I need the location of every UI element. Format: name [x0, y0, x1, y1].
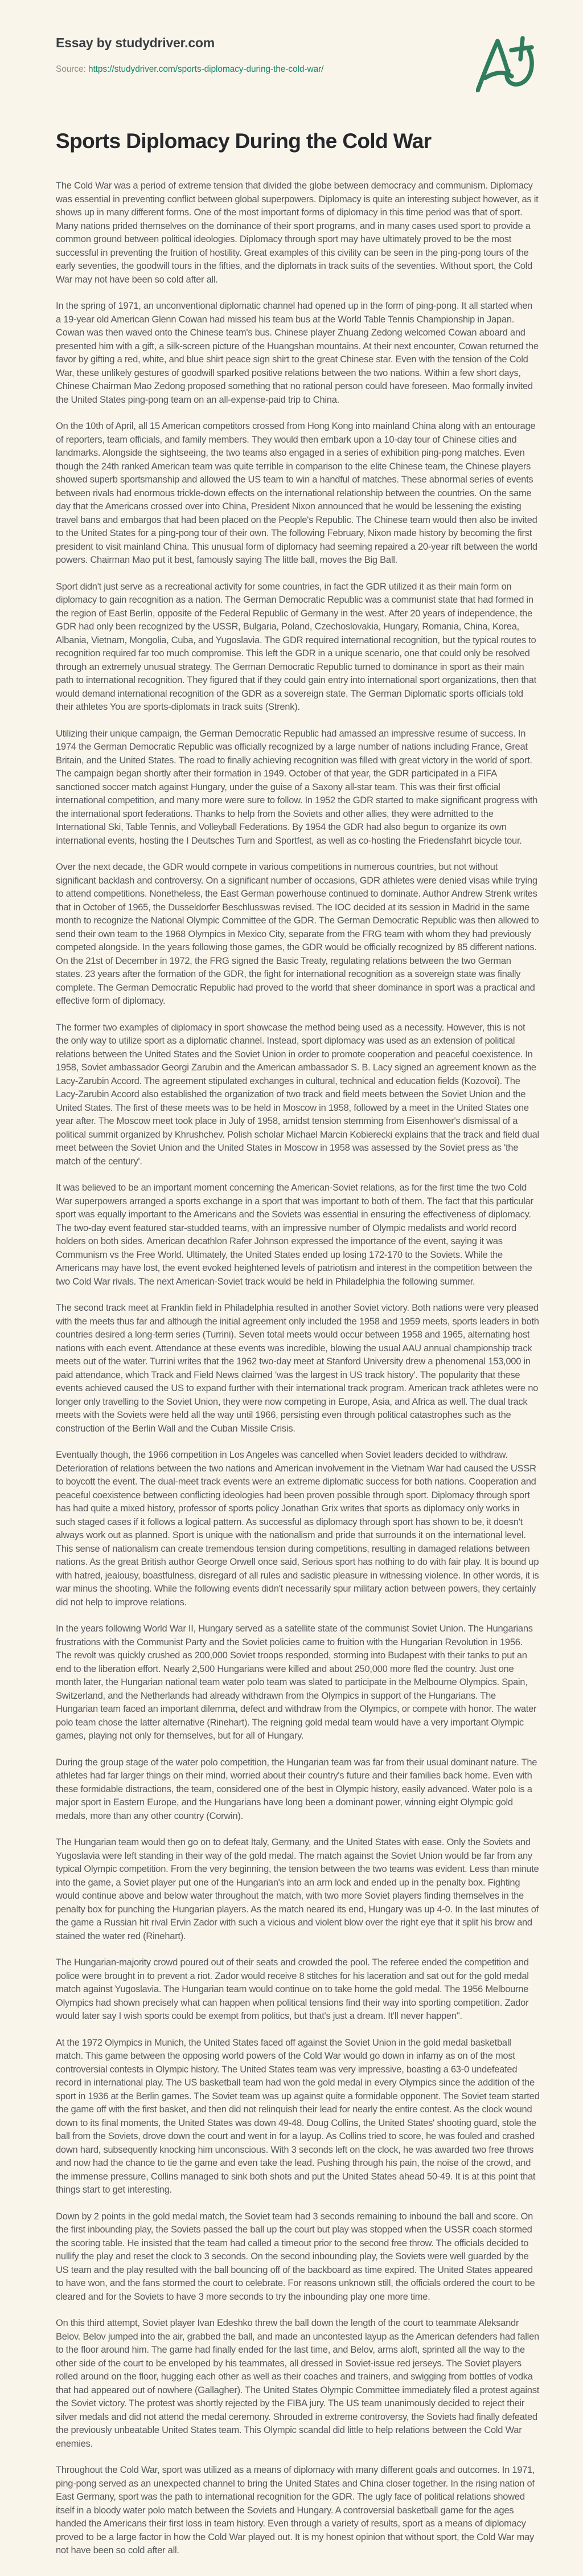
source-row [56, 64, 540, 75]
essay-paragraph: Over the next decade, the GDR would compete in various competitions in numerous countries, but not without significant backlash and controversy. On a significant number of occasions, GDR athletes were denied visas while trying to attend competitions. Nonetheless, the East German powerhouse continued to dominate. Author Andrew Strenk writes that in October of 1965, the Dusseldorfer Beschlusswas revised. The IOC decided at its session in Madrid in the same month to recognize the National Olympic Committee of the GDR. The German Democratic Republic was then allowed to send their own team to the 1968 Olympics in Mexico City, separate from the FRG team with whom they had previously competed alongside. In the years following those games, the GDR would be officially recognized by 85 different nations. On the 21st of December in 1972, the FRG signed the Basic Treaty, regulating relations between the two German states. 23 years after the formation of the GDR, the fight for international recognition as a sovereign state was finally complete. The German Democratic Republic had proved to the world that sheer dominance in sport was a practical and effective form of diplomacy. [56, 862, 539, 1006]
essay-paragraph: In the years following World War II, Hungary served as a satellite state of the communist Soviet Union. The Hungarians frustrations with the Communist Party and the Soviet policies came to fruition with the Hungarian Revolution in 1956. The revolt was quickly crushed as 200,000 Soviet troops responded, storming into Budapest with their tanks to put an end to the liberation effort. Nearly 2,500 Hungarians were killed and about 250,000 more fled the country. Just one month later, the Hungarian national team water polo team was slated to participate in the Melbourne Olympics. Spain, Switzerland, and the Netherlands had already withdrawn from the Olympics in support of the Hungarians. The Hungarian team faced an important dilemma, defect and withdraw from the Olympics, or compete with honor. The water polo team chose the latter alternative (Rinehart). The reigning gold medal team would have a very important Olympic games, playing not only for themselves, but for all of Hungary. [56, 1624, 537, 1741]
essay-paragraph: The Hungarian-majority crowd poured out of their seats and crowded the pool. The referee ended the competition and police were brought in to prevent a riot. Zador would receive 8 stitches for his laceration and sat out for the gold medal match against Yugoslavia. The Hungarian team would continue on to take home the gold medal. The 1956 Melbourne Olympics had shown precisely what can happen when political tensions find their way into sporting competition. Zador would later say I wish sports could be exempt from politics, but that's just a dream. It'll never happen". [56, 1957, 529, 2021]
document-header [56, 35, 540, 75]
source-label: Source: [56, 64, 86, 74]
essay-paragraph: The former two examples of diplomacy in sport showcase the method being used as a necessity. However, this is not the only way to utilize sport as a diplomatic channel. Instead, sport diplomacy was used as an extension of political relations between the United States and the Soviet Union in order to promote cooperation and peaceful coexistence. In 1958, Soviet ambassador Georgi Zarubin and the American ambassador S. B. Lacy signed an agreement known as the Lacy-Zarubin Accord. The agreement stipulated exchanges in cultural, technical and education fields (Kozovoi). The Lacy-Zarubin Accord also established the organization of two track and field meets between the Soviet Union and the United States. The first of these meets was to be held in Moscow in 1958, followed by a meet in the United States one year after. The Moscow meet took place in July of 1958, amidst tension stemming from Eisenhower's dismissal of a political summit organized by Khrushchev. Polish scholar Michael Marcin Kobierecki explains that the track and field dual meet between the Soviet Union and the United States in Moscow in 1958 was assessed by the Soviet press as 'the match of the century'. [56, 1022, 539, 1167]
essay-paragraph: During the group stage of the water polo competition, the Hungarian team was far from their usual dominant nature. The athletes had far larger things on their mind, worried about their country's future and their families back home. Even with these formidable distractions, the team, considered one of the best in Olympic history, easily advanced. Water polo is a major sport in Eastern Europe, and the Hungarians have long been a dominant power, winning eight Olympic gold medals, more than any other country (Corwin). [56, 1757, 537, 1821]
essay-paragraph: On the 10th of April, all 15 American competitors crossed from Hong Kong into mainland China along with an entourage of reporters, team officials, and family members. They would then embark upon a 10-day tour of Chinese cities and landmarks. Alongside the sightseeing, the two teams also engaged in a series of exhibition ping-pong matches. Even though the 24th ranked American team was quite terrible in comparison to the elite Chinese team, the Chinese players showed superb sportsmanship and allowed the US team to win a handful of matches. These abnormal series of events between rivals had enormous trickle-down effects on the international relationship between the countries. On the same day that the Americans crossed over into China, President Nixon announced that he would be lessening the existing travel bans and embargos that had been placed on the People's Republic. The Chinese team would then also be invited to the United States for a ping-pong tour of their own. The following February, Nixon made history by becoming the first president to visit mainland China. This unusual form of diplomacy had seeming repaired a 20-year rift between the world powers. Chairman Mao put it best, famously saying The little ball, moves the Big Ball. [56, 421, 537, 565]
a-plus-logo-icon [476, 35, 540, 92]
essay-paragraph: Sport didn't just serve as a recreational activity for some countries, in fact the GDR utilized it as their main form on diplomacy to gain recognition as a nation. The German Democratic Republic was a communist state that had formed in the region of East Berlin, opposite of the Federal Republic of Germany in the west. After 20 years of independence, the GDR had only been recognized by the USSR, Bulgaria, Poland, Czechoslovakia, Hungary, Romania, China, Korea, Albania, Vietnam, Mongolia, Cuba, and Yugoslavia. The GDR required international recognition, but the typical routes to recognition required far too much compromise. This left the GDR in a unique scenario, one that could only be resolved through an extremely unusual strategy. The German Democratic Republic turned to dominance in sport as their main path to international recognition. They figured that if they could gain entry into international sport organizations, then that would demand international recognition of the GDR as a sovereign state. The German Diplomatic sports officials told their athletes You are sports-diplomats in track suits (Strenk). [56, 581, 536, 712]
essay-paragraph: In the spring of 1971, an unconventional diplomatic channel had opened up in the form of ping-pong. It all started when a 19-year old American Glenn Cowan had missed his team bus at the World Table Tennis Championship in Japan. Cowan was then waved onto the Chinese team's bus. Chinese player Zhuang Zedong welcomed Cowan aboard and presented him with a gift, a silk-screen picture of the Huangshan mountains. At their next encounter, Cowan returned the favor by gifting a red, white, and blue shirt peace sign shirt to the great Chinese star. Even with the tension of the Cold War, these unlikely gestures of goodwill sparked positive relations between the two nations. Within a few short days, Chinese Chairman Mao Zedong proposed something that no rational person could have foreseen. Mao formally invited the United States ping-pong team on an all-expense-paid trip to China. [56, 301, 539, 405]
essay-paragraph: Eventually though, the 1966 competition in Los Angeles was cancelled when Soviet leaders decided to withdraw. Deterioration of relations between the two nations and American involvement in the Vietnam War had caused the USSR to boycott the event. The dual-meet track events were an extreme diplomatic success for both nations. Cooperation and peaceful coexistence between conflicting ideologies had been proven possible through sport. Diplomacy through sport has had quite a mixed history, professor of sports policy Jonathan Grix writes that sports as diplomacy only works in such staged cases if it follows a logical pattern. As successful as diplomacy through sport has shown to be, it doesn't always work out as planned. Sport is unique with the nationalism and pride that surrounds it on the international level. This sense of nationalism can create tremendous tension during competitions, resulting in damaged relations between nations. As the great British author George Orwell once said, Serious sport has nothing to do with fair play. It is bound up with hatred, jealousy, boastfulness, disregard of all rules and sadistic pleasure in witnessing violence. In other words, it is war minus the shooting. While the following events didn't necessarily spur military action between powers, they certainly did not help to improve relations. [56, 1450, 539, 1608]
essay-paragraph: Throughout the Cold War, sport was utilized as a means of diplomacy with many different goals and outcomes. In 1971, ping-pong served as an unexpected channel to bring the United States and China closer together. In the rising nation of East Germany, sport was the path to international recognition for the GDR. The ugly face of political relations showed itself in a bloody water polo match between the Soviets and Hungary. A controversial basketball game for the ages handed the Americans their first loss in team history. Even through a variety of results, sport as a means of diplomacy proved to be a large factor in how the Cold War played out. It is my honest opinion that without sport, the Cold War may not have been so cold after all. [56, 2465, 535, 2555]
essay-paragraph: The Hungarian team would then go on to defeat Italy, Germany, and the United States with ease. Only the Soviets and Yugoslavia were left standing in their way of the gold medal. The match against the Soviet Union would be far from any typical Olympic competition. From the very beginning, the tension between the two teams was evident. Less than minute into the game, a Soviet player put one of the Hungarian's into an arm lock and ended up in the penalty box. Fighting would continue above and below water throughout the match, with two more Soviet players finding themselves in the penalty box for punching the Hungarian players. As the match neared its end, Hungary was up 4-0. In the last minutes of the game a Russian hit rival Ervin Zador with such a vicious and violent blow over the right eye that it split his brow and stained the water red (Rinehart). [56, 1837, 539, 1941]
essay-paragraph: The Cold War was a period of extreme tension that divided the globe between democracy and communism. Diplomacy was essential in preventing conflict between global superpowers. Diplomacy is quite an interesting subject however, as it shows up in many different forms. One of the most important forms of diplomacy in this time period was that of sport. Many nations prided themselves on the dominance of their sport programs, and in many cases used sport to provide a common ground between political ideologies. Diplomacy through sport may have ultimately proved to be the most successful in preventing the fruition of hostility. Great examples of this civility can be seen in the ping-pong tours of the early seventies, the goodwill tours in the fifties, and the diplomats in track suits of the seventies. Without sport, the Cold War may not have been so cold after all. [56, 181, 539, 285]
essay-paragraph: On this third attempt, Soviet player Ivan Edeshko threw the ball down the length of the court to teammate Aleksandr Belov. Belov jumped into the air, grabbed the ball, and made an uncontested layup as the American defenders had fallen to the floor around him. The game had finally ended for the last time, and Belov, arms aloft, sprinted all the way to the other side of the court to be enveloped by his teammates, all dressed in Soviet-issue red jerseys. The Soviet players rolled around on the floor, hugging each other as well as their coaches and trainers, and swigging from bottles of vodka that had appeared out of nowhere (Gallagher). The United States Olympic Committee immediately filed a protest against the Soviet victory. The protest was shortly rejected by the FIBA jury. The US team unanimously decided to reject their silver medals and did not attend the medal ceremony. Shrouded in extreme controversy, the Soviets had finally defeated the previously unbeatable United States team. This Olympic scandal did little to help relations between the Cold War enemies. [56, 2318, 540, 2449]
essay-paragraph: It was believed to be an important moment concerning the American-Soviet relations, as for the first time the two Cold War superpowers arranged a sports exchange in a sport that was important to both of them. The fact that this particular sport was equally important to the Americans and the Soviets was essential in ensuring the effectiveness of diplomacy. The two-day event featured star-studded teams, with an impressive number of Olympic medalists and world record holders on both sides. American decathlon Rafer Johnson expressed the importance of the event, saying it was Communism vs the Free World. Ultimately, the United States ended up losing 172-170 to the Soviets. While the Americans may have lost, the event evoked heightened levels of patriotism and interest in the competition between the two Cold War rivals. The next American-Soviet track would be held in Philadelphia the following summer. [56, 1183, 533, 1287]
essay-paragraph: Down by 2 points in the gold medal match, the Soviet team had 3 seconds remaining to inbound the ball and score. On the first inbounding play, the Soviets passed the ball up the court but play was stopped when the USSR coach stormed the scoring table. He insisted that the team had called a timeout prior to the second free throw. The officials decided to nullify the play and reset the clock to 3 seconds. On the second inbounding play, the Soviets were well guarded by the US team and the play resulted with the ball bouncing off of the backboard as time expired. The United States appeared to have won, and the fans stormed the court to celebrate. For reasons unknown still, the officials ordered the court to be cleared and for the Soviets to have 3 more seconds to try the inbounding play one more time. [56, 2211, 535, 2302]
article-title: Sports Diplomacy During the Cold War [56, 129, 432, 153]
essay-paragraph: The second track meet at Franklin field in Philadelphia resulted in another Soviet victory. Both nations were very pleased with the meets thus far and although the initial agreement only included the 1958 and 1959 meets, sports leaders in both countries desired a long-term series (Turrini). Seven total meets would occur between 1958 and 1965, alternating host nations with each event. Attendance at these events was incredible, blowing the usual AAU annual championship track meets out of the water. Turrini writes that the 1962 two-day meet at Stanford University drew a phenomenal 153,000 in paid attendance, which Track and Field News claimed 'was the largest in US track history'. The popularity that these events achieved caused the US to expand further with their international track program. American track athletes were no longer only travelling to the Soviet Union, they were now competing in Europe, Asia, and Africa as well. The dual track meets with the Soviets were held all the way until 1966, persisting even through political catastrophes such as the construction of the Berlin Wall and the Cuban Missile Crisis. [56, 1303, 539, 1434]
source-link[interactable]: https://studydriver.com/sports-diplomacy-during-the-cold-war/ [88, 64, 324, 74]
essay-paragraph: Utilizing their unique campaign, the German Democratic Republic had amassed an impressive resume of success. In 1974 the German Democratic Republic was officially recognized by a large number of nations including France, Great Britain, and the United States. The road to finally achieving recognition was filled with great victory in the world of sport. The campaign began shortly after their formation in 1949. October of that year, the GDR participated in a FIFA sanctioned soccer match against Hungary, under the guise of a Saxony all-star team. This was their first official international competition, and many more were sure to follow. In 1952 the GDR started to make significant progress with the international sport federations. Thanks to help from the Soviets and other allies, they were admitted to the International Ski, Table Tennis, and Volleyball Federations. By 1954 the GDR had also begun to organize its own international events, hosting the I Deutsches Turn and Sportfest, as well as co-hosting the Friedensfahrt bicycle tour. [56, 728, 538, 846]
essay-body [56, 179, 540, 2558]
header-title: Essay by studydriver.com [56, 35, 215, 50]
essay-paragraph: At the 1972 Olympics in Munich, the United States faced off against the Soviet Union in the gold medal basketball match. This game between the opposing world powers of the Cold War would go down in infamy as on of the most controversial contests in Olympic history. The United States team was very impressive, boasting a 63-0 undefeated record in international play. The US basketball team had won the gold medal in every Olympics since the addition of the sport in 1936 at the Berlin games. The Soviet team was up against quite a formidable opponent. The Soviet team started the game off with the first basket, and then did not relinquish their lead for nearly the entire contest. As the clock wound down to its final moments, the United States was down 49-48. Doug Collins, the United States' shooting guard, stole the ball from the Soviets, drove down the court and went in for a layup. As Collins tried to score, he was fouled and crashed down hard, subsequently knocking him unconscious. With 3 seconds left on the clock, he was awarded two free throws and now had the chance to tie the game and even take the lead. Pushing through his pain, the noise of the crowd, and the immense pressure, Collins managed to sink both shots and put the United States ahead 50-49. It is at this point that things start to get interesting. [56, 2037, 540, 2195]
